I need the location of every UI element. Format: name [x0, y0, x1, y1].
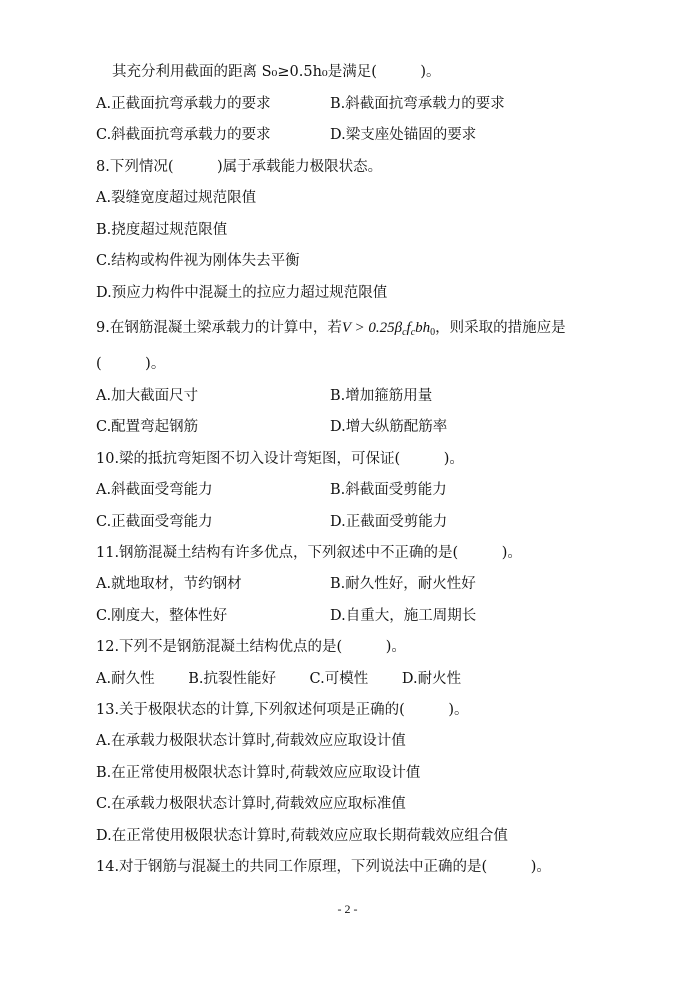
- q10-option-c: C.正截面受弯能力: [96, 514, 213, 530]
- q12-options: A.耐久性 B.抗裂性能好 C.可模性 D.耐火性: [96, 671, 462, 687]
- q11-option-d: D.自重大，施工周期长: [330, 608, 477, 624]
- q9-option-c: C.配置弯起钢筋: [96, 419, 199, 435]
- q9-option-a: A.加大截面尺寸: [96, 388, 199, 404]
- q13-option-d: D.在正常使用极限状态计算时,荷载效应应取长期荷载效应组合值: [96, 828, 508, 844]
- q11-option-c: C.刚度大，整体性好: [96, 608, 228, 624]
- q9-text-after: ，则采取的措施应是: [435, 320, 566, 336]
- q7-option-a: A.正截面抗弯承载力的要求: [96, 96, 271, 112]
- question-11: 11.钢筋混凝土结构有许多优点，下列叙述中不正确的是( )。: [96, 545, 522, 561]
- q8-option-b: B.挠度超过规范限值: [96, 222, 228, 238]
- question-13: 13.关于极限状态的计算,下列叙述何项是正确的( )。: [96, 702, 469, 718]
- question-7-continuation: 其充分利用截面的距离 S₀≥0.5h₀是满足( )。: [112, 64, 441, 80]
- q7-option-c: C.斜截面抗弯承载力的要求: [96, 127, 271, 143]
- q9-option-d: D.增大纵筋配筋率: [330, 419, 448, 435]
- q8-option-c: C.结构或构件视为刚体失去平衡: [96, 253, 300, 269]
- q11-option-a: A.就地取材，节约钢材: [96, 576, 242, 592]
- q9-formula: $V > 0.25\beta_cf_cbh_0$: [341, 320, 436, 338]
- q7-option-d: D.梁支座处锚固的要求: [330, 127, 477, 143]
- q13-option-a: A.在承载力极限状态计算时,荷载效应应取设计值: [96, 733, 406, 749]
- question-10: 10.梁的抵抗弯矩图不切入设计弯矩图，可保证( )。: [96, 451, 464, 467]
- question-8: 8.下列情况( )属于承载能力极限状态。: [96, 159, 383, 175]
- question-9: [96, 318, 566, 343]
- q9-text-before: 9.在钢筋混凝土梁承载力的计算中，若: [96, 320, 342, 336]
- q9-option-b: B.增加箍筋用量: [330, 388, 433, 404]
- q8-option-d: D.预应力构件中混凝土的拉应力超过规范限值: [96, 285, 388, 301]
- q10-option-d: D.正截面受剪能力: [330, 514, 448, 530]
- q11-option-b: B.耐久性好，耐火性好: [330, 576, 476, 592]
- q13-option-c: C.在承载力极限状态计算时,荷载效应应取标准值: [96, 796, 406, 812]
- q8-option-a: A.裂缝宽度超过规范限值: [96, 190, 257, 206]
- page-number: - 2 -: [337, 902, 358, 916]
- question-12: 12.下列不是钢筋混凝土结构优点的是( )。: [96, 639, 406, 655]
- question-14: 14.对于钢筋与混凝土的共同工作原理，下列说法中正确的是( )。: [96, 859, 551, 875]
- q13-option-b: B.在正常使用极限状态计算时,荷载效应应取设计值: [96, 765, 421, 781]
- q10-option-a: A.斜截面受弯能力: [96, 482, 213, 498]
- q7-option-b: B.斜截面抗弯承载力的要求: [330, 96, 505, 112]
- q10-option-b: B.斜截面受剪能力: [330, 482, 447, 498]
- q9-answer-paren: ( )。: [96, 356, 166, 372]
